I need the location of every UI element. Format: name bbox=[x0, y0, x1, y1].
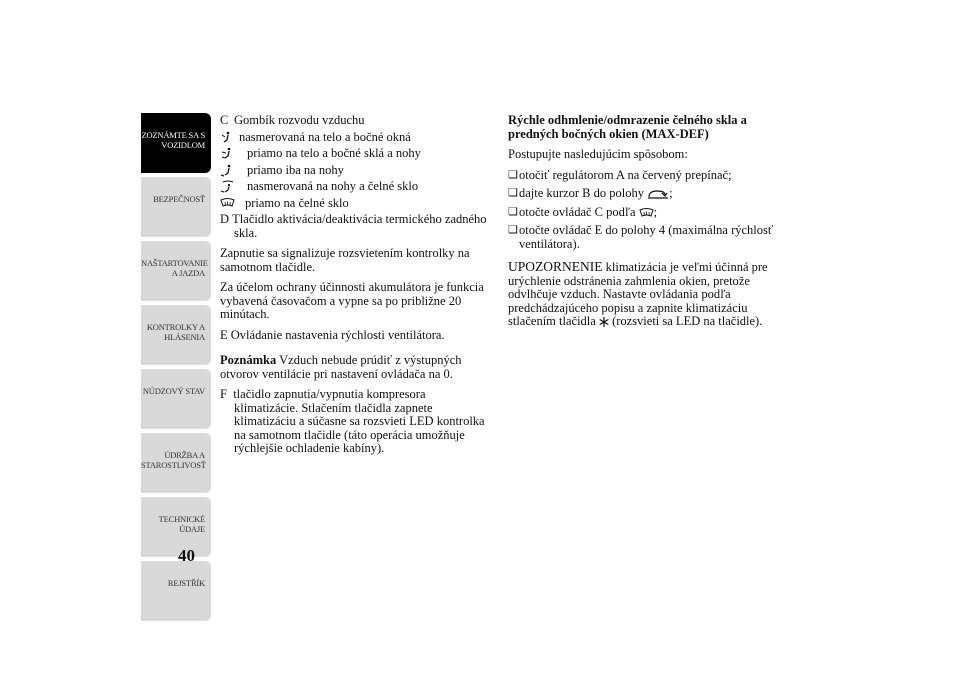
vent-body-windows-icon bbox=[220, 131, 235, 144]
list-item bbox=[508, 187, 788, 201]
tab-label: BEZPEČNOSŤ bbox=[153, 194, 205, 204]
vent-label: priamo iba na nohy bbox=[247, 162, 344, 177]
vent-row bbox=[220, 197, 492, 211]
item-label: C bbox=[220, 113, 229, 127]
note-text: Vzduch nebude prúdiť z výstupných otvorov ventilácie pri nastavení ovládača na 0. bbox=[220, 353, 462, 381]
list-item-text: dajte kurzor B do polohy bbox=[519, 186, 644, 200]
vent-row bbox=[220, 131, 492, 145]
vent-label: nasmerovaná na nohy a čelné sklo bbox=[247, 179, 419, 193]
vent-row bbox=[220, 147, 492, 161]
item-text: tlačidlo zapnutia/vypnutia kompresora klimatizácie. Stlačením tlačidla zapnete klimatizáciu a súčasne sa rozsvieti LED kontrolka na samotnom tlačidle (táto operácia umožňuje rýchlejšie ochladenie kabíny). bbox=[233, 387, 485, 455]
right-column bbox=[508, 114, 788, 336]
tab-label: ÚDRŽBA A STAROSTLIVOSŤ bbox=[141, 450, 206, 470]
item-d bbox=[220, 213, 492, 240]
checkbox-bullet-icon: ❏ bbox=[508, 205, 518, 218]
snowflake-icon bbox=[599, 317, 609, 327]
checkbox-bullet-icon: ❏ bbox=[508, 168, 518, 181]
list-item-text: ; bbox=[669, 186, 673, 200]
tab-label: KONTROLKY A HLÁSENIA bbox=[146, 322, 205, 342]
page-number: 40 bbox=[178, 546, 195, 565]
list-item bbox=[508, 169, 788, 183]
list-item bbox=[508, 224, 788, 251]
tab-label: NAŠTARTOVANIE A JAZDA bbox=[141, 258, 208, 278]
item-label: D bbox=[220, 212, 230, 226]
warning bbox=[508, 260, 788, 329]
tab-udrzba[interactable] bbox=[141, 433, 211, 493]
list-item-text: otočiť regulátorom A na červený prepínač; bbox=[519, 167, 732, 182]
vent-body-feet-icon bbox=[220, 147, 235, 160]
list-item bbox=[508, 206, 788, 220]
checkbox-bullet-icon: ❏ bbox=[508, 187, 518, 199]
recirculation-icon bbox=[647, 188, 669, 200]
paragraph: Postupujte nasledujúcim spôsobom: bbox=[508, 147, 688, 161]
item-text: Tlačidlo aktivácia/deaktivácia termického zadného skla. bbox=[232, 212, 487, 240]
tab-zoznamte-sa[interactable] bbox=[141, 113, 211, 173]
tab-nudzovy-stav[interactable] bbox=[141, 369, 211, 429]
tab-nastartovanie[interactable] bbox=[141, 241, 211, 301]
tab-technicke-udaje[interactable] bbox=[141, 497, 211, 557]
note bbox=[220, 354, 492, 381]
item-c bbox=[220, 114, 492, 128]
sidebar-tabs bbox=[141, 113, 211, 625]
vent-label: nasmerovaná na telo a bočné okná bbox=[239, 129, 411, 144]
tab-label: TECHNICKÉ ÚDAJE bbox=[158, 514, 205, 534]
paragraph: Za účelom ochrany účinnosti akumulátora je funkcia vybavená časovačom a vypne sa po približne 20 minútach. bbox=[220, 280, 484, 321]
vent-windshield-icon bbox=[220, 197, 235, 210]
vent-feet-windshield-icon bbox=[220, 180, 235, 193]
warning-text: klimatizácia je veľmi účinná pre urýchlenie odstránenia zahmlenia okien, pretože odvlhčuje vzduch. Nastavte ovládania podľa predchádzajúceho popisu a zapnite klimatizáciu stlačením tlačidla bbox=[508, 260, 768, 328]
tab-label: NÚDZOVÝ STAV bbox=[142, 386, 205, 396]
tab-kontrolky[interactable] bbox=[141, 305, 211, 365]
vent-label: priamo na čelné sklo bbox=[245, 195, 349, 210]
item-label: E bbox=[220, 327, 228, 342]
warning-label: UPOZORNENIE bbox=[508, 259, 603, 274]
section-heading bbox=[508, 114, 788, 141]
item-e bbox=[220, 329, 492, 343]
item-text: Gombík rozvodu vzduchu bbox=[234, 113, 365, 127]
tab-label: ZOZNÁMTE SA S VOZIDLOM bbox=[141, 130, 205, 150]
vent-feet-icon bbox=[220, 164, 235, 177]
paragraph: Zapnutie sa signalizuje rozsvietením kontrolky na samotnom tlačidle. bbox=[220, 246, 470, 274]
tab-bezpecnost[interactable] bbox=[141, 177, 211, 237]
windshield-defrost-icon bbox=[639, 207, 654, 219]
list-item-text: ; bbox=[653, 204, 658, 219]
list-item-text: otočte ovládač E do polohy 4 (maximálna rýchlosť ventilátora). bbox=[519, 223, 774, 251]
item-text: Ovládanie nastavenia rýchlosti ventilátora. bbox=[230, 327, 445, 342]
left-column bbox=[220, 114, 492, 463]
vent-label: priamo na telo a bočné sklá a nohy bbox=[247, 146, 421, 160]
tab-label: REJSTŘÍK bbox=[167, 578, 205, 588]
tab-rejstrik[interactable] bbox=[141, 561, 211, 621]
heading-text: Rýchle odhmlenie/odmrazenie čelného skla a predných bočných okien (MAX-DEF) bbox=[508, 113, 747, 141]
note-label: Poznámka bbox=[220, 353, 277, 367]
vent-row bbox=[220, 180, 492, 194]
checkbox-bullet-icon: ❏ bbox=[508, 224, 518, 236]
item-label: F bbox=[220, 387, 227, 401]
item-f bbox=[220, 388, 492, 456]
vent-row bbox=[220, 164, 492, 178]
list-item-text: otočte ovládač C podľa bbox=[519, 204, 636, 219]
warning-text: (rozsvieti sa LED na tlačidle). bbox=[608, 314, 763, 328]
